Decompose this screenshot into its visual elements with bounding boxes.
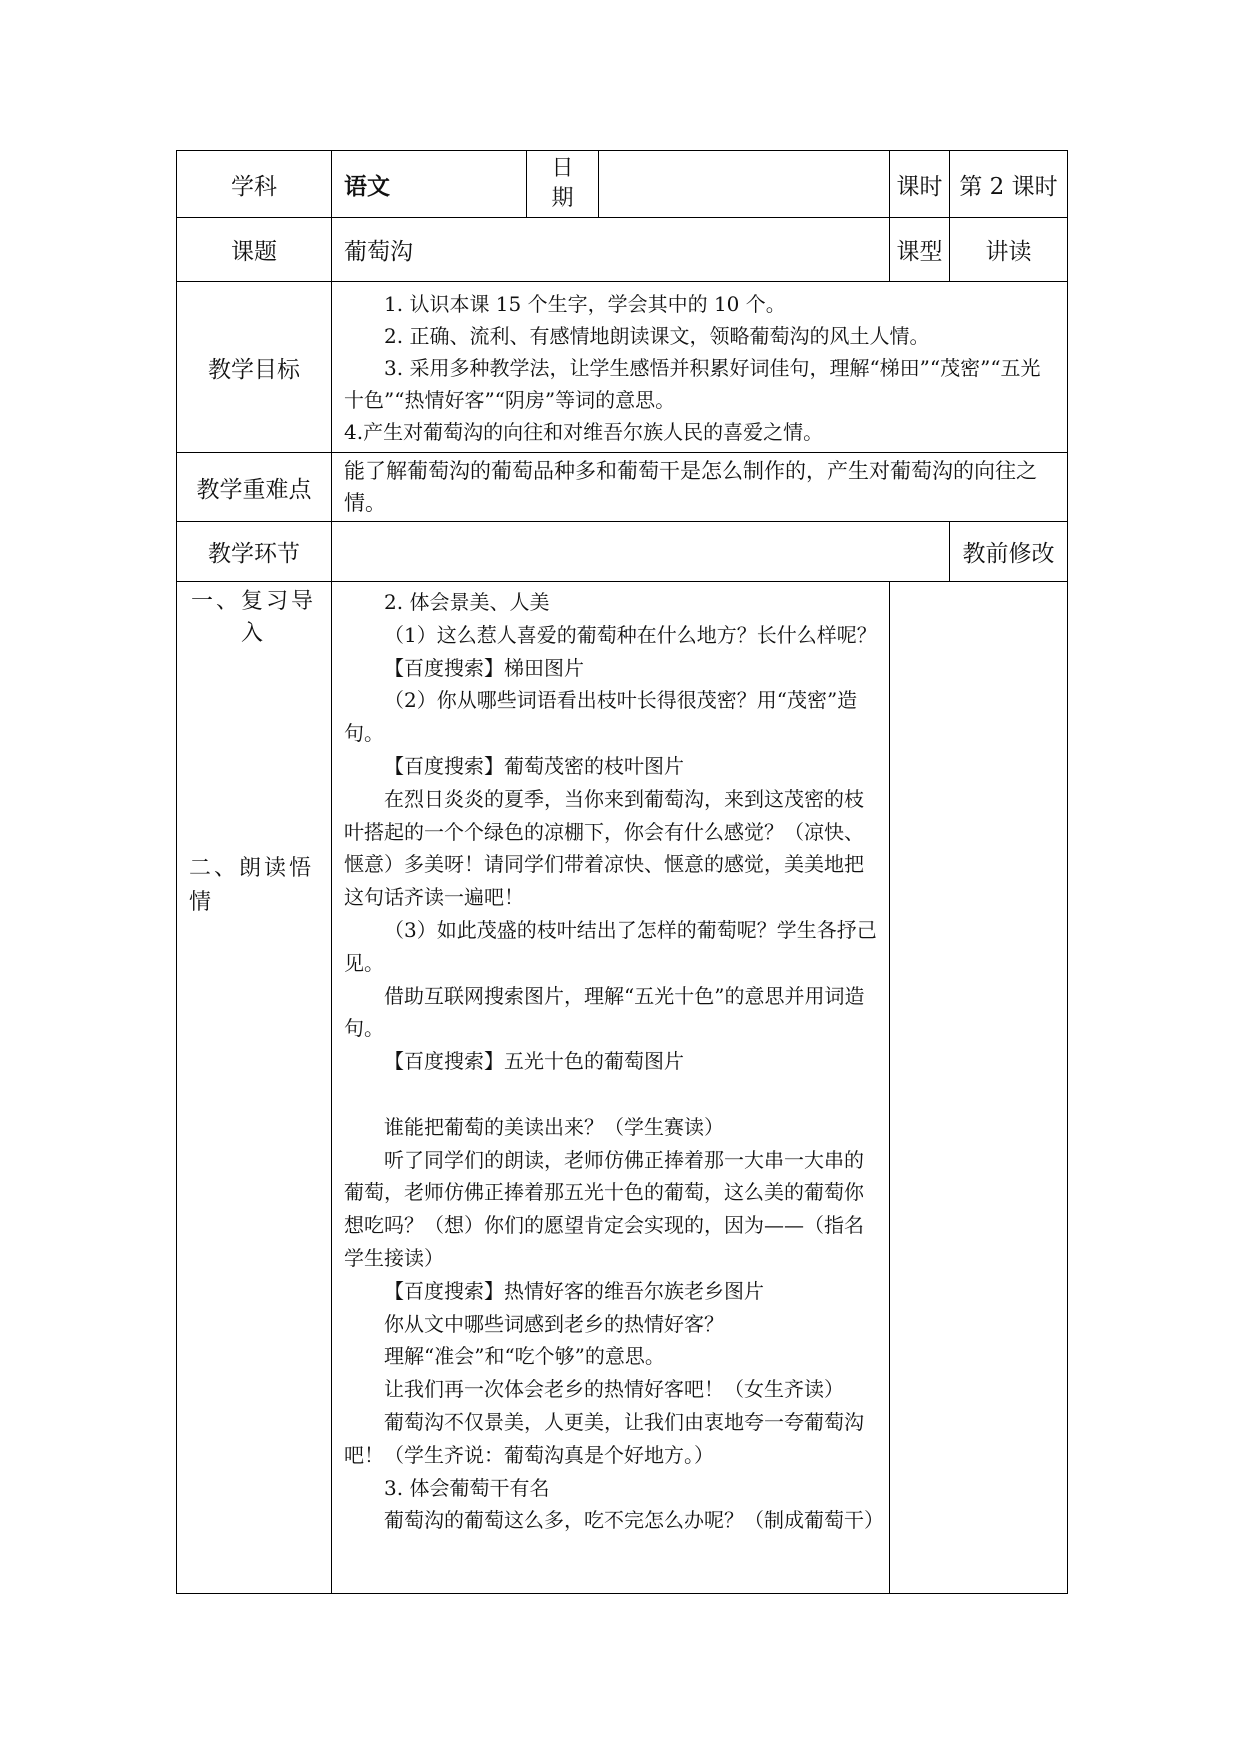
process-header-row (177, 522, 1068, 582)
paragraph: （1）这么惹人喜爱的葡萄种在什么地方？长什么样呢？ (384, 622, 877, 647)
paragraph: 借助互联网搜索图片，理解“五光十色”的意思并用词造句。 (344, 983, 865, 1041)
paragraph: 葡萄沟不仅景美，人更美，让我们由衷地夸一夸葡萄沟吧！（学生齐说：葡萄沟真是个好地方。） (344, 1409, 864, 1467)
stage-1-line-1: 一、复习导 (191, 589, 317, 614)
process-label: 教学环节 (177, 522, 332, 582)
goal-item-1: 1. 认识本课 15 个生字，学会其中的 10 个。 (384, 292, 786, 316)
keypoints-content: 能了解葡萄沟的葡萄品种多和葡萄干是怎么制作的，产生对葡萄沟的向往之情。 (332, 453, 1068, 522)
stage-column (177, 582, 332, 1594)
goals-row (177, 282, 1068, 453)
topic-label: 课题 (177, 218, 332, 282)
paragraph: 2. 体会景美、人美 (384, 590, 550, 614)
goal-item-3: 3. 采用多种教学法，让学生感悟并积累好词佳句，理解“梯田”“茂密”“五光十色”“热情好客”“阴房”等词的意思。 (344, 356, 1041, 412)
paragraph: 在烈日炎炎的夏季，当你来到葡萄沟，来到这茂密的枝叶搭起的一个个绿色的凉棚下，你会有什么感觉？（凉快、惬意）多美呀！请同学们带着凉快、惬意的感觉，美美地把这句话齐读一遍吧！ (344, 786, 864, 910)
paragraph: 【百度搜索】五光十色的葡萄图片 (384, 1049, 684, 1074)
date-value (599, 151, 890, 218)
date-label-char-1: 日 (551, 156, 574, 181)
stage-1-line-2: 入 (240, 621, 266, 646)
header-row-topic (177, 218, 1068, 282)
keypoints-row (177, 453, 1068, 522)
lesson-plan-table (176, 150, 1068, 1594)
process-content (332, 582, 890, 1594)
process-middle-header (332, 522, 950, 582)
period-value: 第 2 课时 (950, 151, 1068, 218)
paragraph: 谁能把葡萄的美读出来？（学生赛读） (384, 1114, 724, 1139)
goals-label: 教学目标 (177, 282, 332, 453)
period-label: 课时 (890, 151, 950, 218)
stage-1-title (191, 586, 316, 650)
subject-label: 学科 (177, 151, 332, 218)
paragraph: 听了同学们的朗读，老师仿佛正捧着那一大串一大串的葡萄，老师仿佛正捧着那五光十色的葡萄，这么美的葡萄你想吃吗？（想）你们的愿望肯定会实现的，因为——（指名学生接读） (344, 1147, 864, 1270)
paragraph: 让我们再一次体会老乡的热情好客吧！（女生齐读） (384, 1377, 844, 1402)
paragraph: 理解“准会”和“吃个够”的意思。 (384, 1344, 665, 1369)
header-row-subject (177, 151, 1068, 218)
goal-item-2: 2. 正确、流利、有感情地朗读课文，领略葡萄沟的风土人情。 (384, 324, 930, 348)
goal-item-4: 4.产生对葡萄沟的向往和对维吾尔族人民的喜爱之情。 (344, 420, 824, 444)
paragraph: 3. 体会葡萄干有名 (384, 1475, 550, 1500)
revision-label: 教前修改 (950, 522, 1068, 582)
paragraph: 【百度搜索】热情好客的维吾尔族老乡图片 (384, 1278, 764, 1303)
process-body-row (177, 582, 1068, 1594)
type-value: 讲读 (950, 218, 1068, 282)
paragraph: （3）如此茂盛的枝叶结出了怎样的葡萄呢？学生各抒己见。 (344, 917, 877, 975)
stage-2-title: 二、朗读悟情 (189, 856, 315, 915)
date-label (527, 151, 599, 218)
paragraph: 葡萄沟的葡萄这么多，吃不完怎么办呢？（制成葡萄干） (384, 1508, 884, 1533)
paragraph-blank (344, 1078, 879, 1111)
type-label: 课型 (890, 218, 950, 282)
paragraph: 【百度搜索】葡萄茂密的枝叶图片 (384, 753, 684, 778)
date-label-char-2: 期 (551, 186, 574, 211)
paragraph: 你从文中哪些词感到老乡的热情好客？ (384, 1311, 724, 1336)
subject-value: 语文 (332, 151, 527, 218)
goals-content (332, 282, 1068, 453)
topic-value: 葡萄沟 (332, 218, 890, 282)
keypoints-label: 教学重难点 (177, 453, 332, 522)
paragraph: 【百度搜索】梯田图片 (384, 655, 584, 680)
revision-column (890, 582, 1068, 1594)
paragraph: （2）你从哪些词语看出枝叶长得很茂密？用“茂密”造句。 (344, 688, 858, 746)
